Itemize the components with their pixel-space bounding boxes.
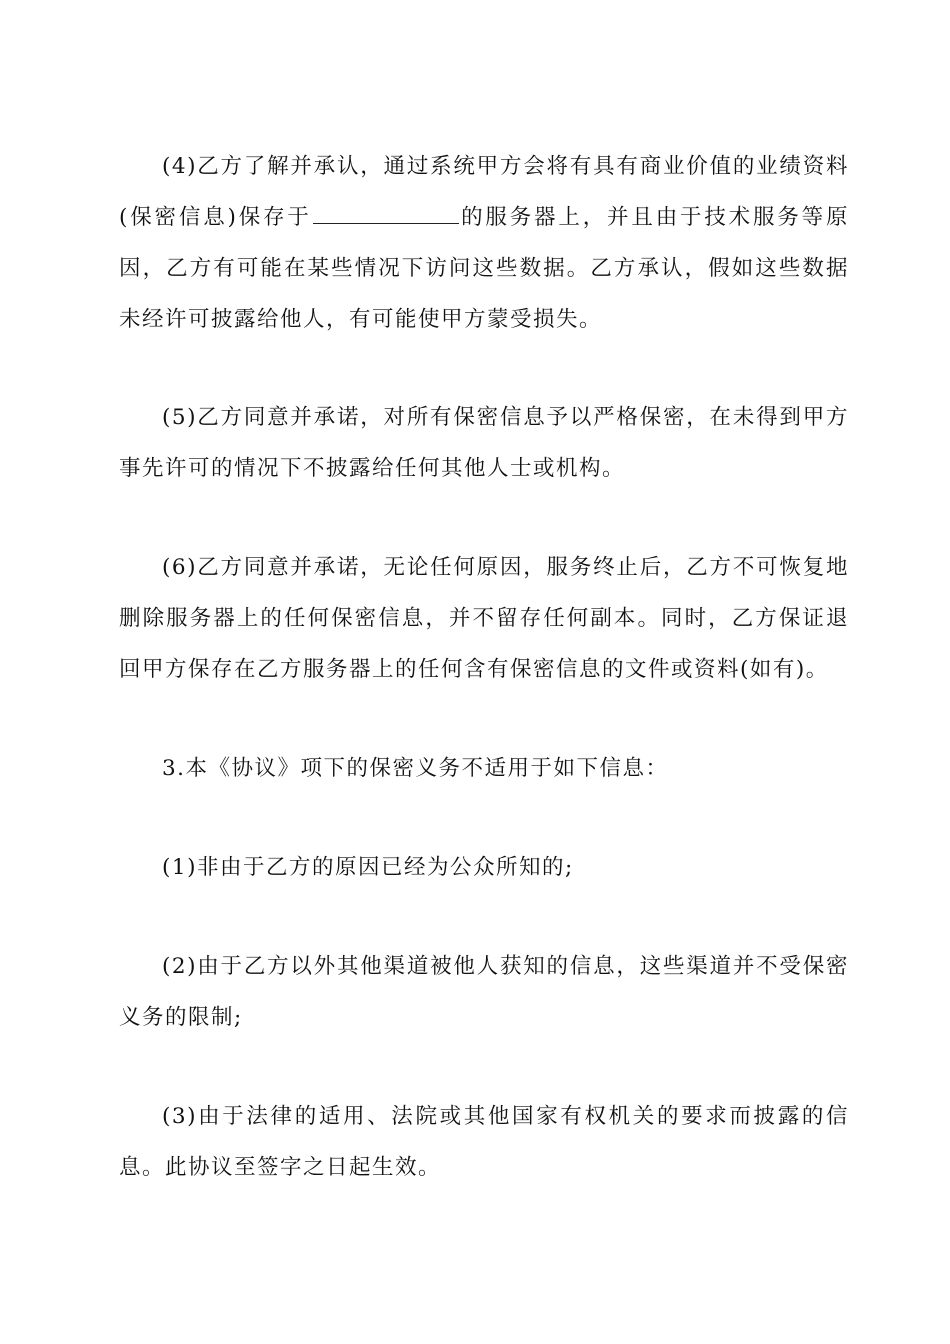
clause-4: [119, 141, 849, 345]
exception-3: (3)由于法律的适用、法院或其他国家有权机关的要求而披露的信息。此协议至签字之日起生效。: [119, 1104, 849, 1180]
clause-6: (6)乙方同意并承诺，无论任何原因，服务终止后，乙方不可恢复地删除服务器上的任何保密信息，并不留存任何副本。同时，乙方保证退回甲方保存在乙方服务器上的任何含有保密信息的文件或资料(如有)。: [119, 555, 849, 682]
server-owner-blank: [313, 205, 459, 224]
clause-5: (5)乙方同意并承诺，对所有保密信息予以严格保密，在未得到甲方事先许可的情况下不披露给任何其他人士或机构。: [119, 405, 849, 481]
exception-1: (1)非由于乙方的原因已经为公众所知的;: [162, 855, 574, 880]
exception-2: (2)由于乙方以外其他渠道被他人获知的信息，这些渠道并不受保密义务的限制;: [119, 954, 849, 1030]
clause-4-text-after-blank: 的服务器上，并且由于技术服务等原因，乙方有可能在某些情况下访问这些数据。乙方承认，假如这些数据未经许可披露给他人，有可能使甲方蒙受损失。: [119, 205, 849, 332]
clause-4-text-before-blank: (4)乙方了解并承认，通过系统甲方会将有具有商业价值的业绩资料(保密信息)保存于: [119, 154, 849, 230]
section-3-heading: 3.本《协议》项下的保密义务不适用于如下信息：: [162, 756, 669, 781]
